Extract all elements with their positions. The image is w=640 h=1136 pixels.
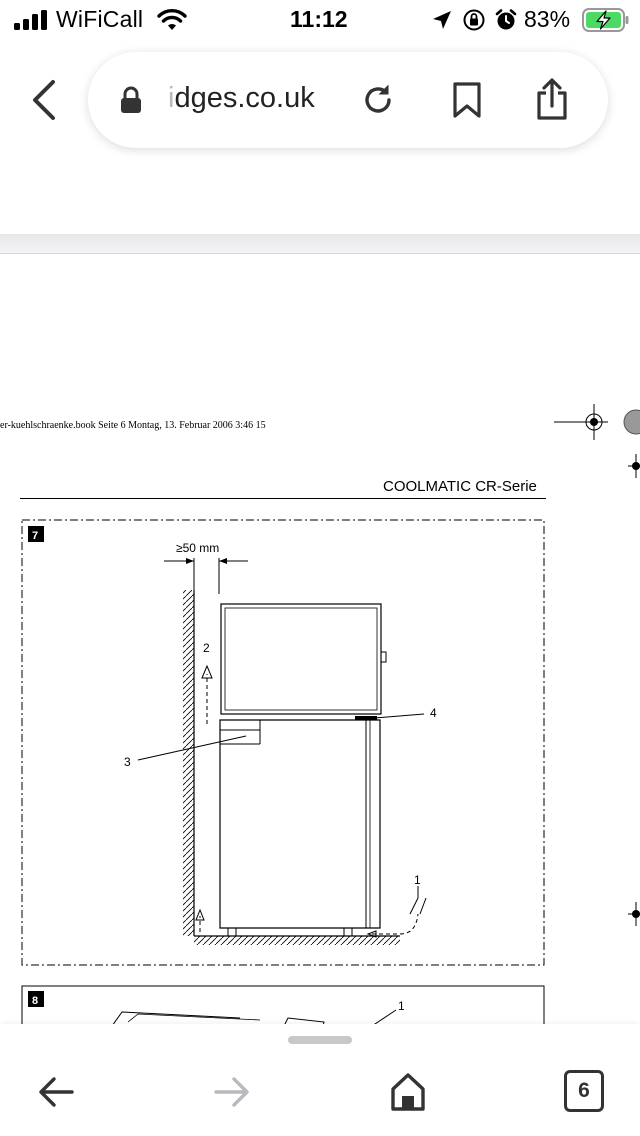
- back-button[interactable]: [28, 78, 60, 122]
- upper-cabinet: [221, 604, 381, 714]
- nav-back-icon[interactable]: [38, 1074, 74, 1110]
- lock-icon: [120, 86, 142, 114]
- url-domain-text: dges.co.uk: [174, 82, 315, 114]
- fridge-body: [220, 720, 380, 928]
- figure7-frame: [22, 520, 544, 965]
- battery-charging-icon: [582, 8, 630, 32]
- wifi-icon: [157, 8, 187, 32]
- figure8-callout-1: 1: [398, 999, 405, 1013]
- alarm-icon: [494, 8, 518, 32]
- installation-diagram: [0, 254, 640, 1024]
- callout-4: 4: [430, 706, 437, 720]
- cabinet-hinge: [381, 652, 386, 662]
- share-icon[interactable]: [534, 78, 570, 120]
- figure8-frame: [22, 986, 544, 1024]
- bookmark-icon[interactable]: [452, 82, 482, 118]
- series-title: COOLMATIC CR-Serie: [383, 478, 537, 495]
- callout-1: 1: [414, 873, 421, 887]
- document-page: [0, 254, 640, 1024]
- address-bar[interactable]: [88, 52, 608, 148]
- floor-hatching: [194, 936, 400, 945]
- orientation-lock-icon: [462, 8, 486, 32]
- signal-icon: [14, 10, 48, 30]
- fridge-foot: [344, 928, 352, 936]
- drag-handle[interactable]: [288, 1036, 352, 1044]
- dimension-label: ≥50 mm: [176, 541, 220, 555]
- tabs-button[interactable]: 6: [564, 1070, 604, 1112]
- battery-percent: 83%: [524, 6, 571, 32]
- url-faded-text: i: [168, 82, 175, 114]
- page-divider: [0, 234, 640, 254]
- callout-3: 3: [124, 755, 131, 769]
- callout-2: 2: [203, 641, 210, 655]
- carrier-label: WiFiCall: [56, 6, 144, 32]
- status-bar: [0, 0, 640, 40]
- wall-hatching: [183, 590, 194, 936]
- clock: 11:12: [290, 6, 348, 32]
- bottom-toolbar: [0, 1024, 640, 1136]
- reload-icon[interactable]: [360, 82, 396, 118]
- figure7-number: 7: [32, 530, 39, 542]
- location-icon: [432, 10, 452, 30]
- home-icon[interactable]: [390, 1072, 426, 1112]
- url-text[interactable]: [168, 82, 315, 115]
- figure8-number: 8: [32, 995, 39, 1007]
- document-header-line: er-kuehlschraenke.book Seite 6 Montag, 13. Februar 2006 3:46 15: [0, 420, 266, 431]
- fridge-foot: [228, 928, 236, 936]
- nav-forward-icon[interactable]: [214, 1074, 250, 1110]
